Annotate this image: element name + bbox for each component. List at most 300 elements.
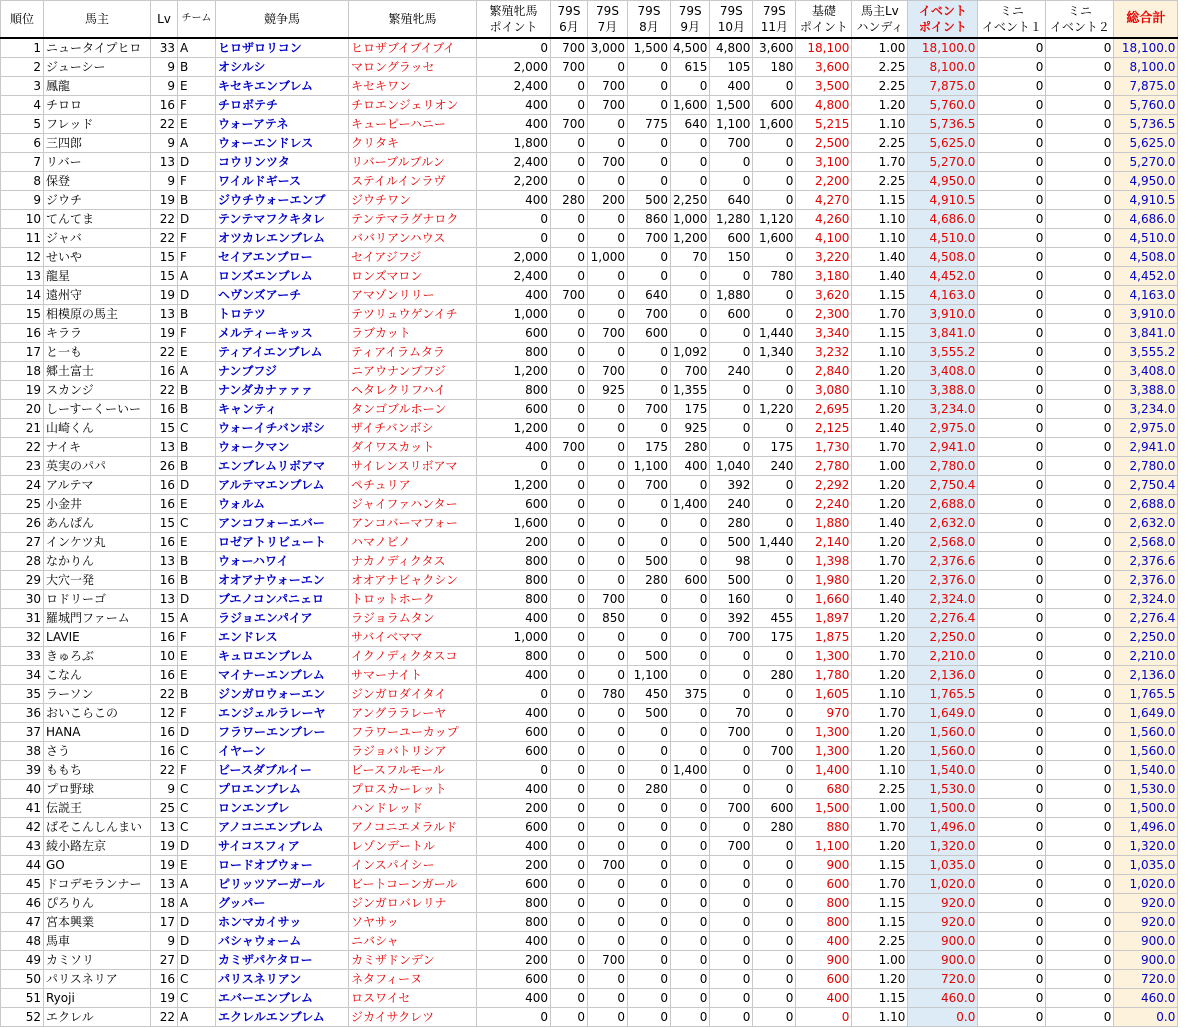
- m11-cell: 0: [753, 970, 796, 989]
- base-points-cell: 3,340: [796, 324, 852, 343]
- base-points-cell: 1,980: [796, 571, 852, 590]
- m10-cell: 0: [710, 818, 753, 837]
- owner-cell: 鳳龍: [44, 77, 151, 96]
- header-sire-points-line1: 繁殖牝馬: [489, 4, 538, 18]
- handicap-cell: 1.40: [852, 590, 908, 609]
- lv-cell: 22: [151, 1008, 178, 1027]
- m9-cell: 1,200: [671, 229, 710, 248]
- m9-cell: 0: [671, 894, 710, 913]
- m11-cell: 0: [753, 153, 796, 172]
- horse-cell: パリスネリアン: [216, 970, 349, 989]
- m7-cell: 700: [588, 324, 628, 343]
- base-points-cell: 2,125: [796, 419, 852, 438]
- m11-cell: 0: [753, 780, 796, 799]
- team-cell: D: [178, 837, 216, 856]
- sire-points-cell: 800: [477, 571, 551, 590]
- total-cell: 4,508.0: [1114, 248, 1178, 267]
- table-row: [1, 1008, 1178, 1027]
- owner-cell: 相模原の馬主: [44, 305, 151, 324]
- table-row: [1, 324, 1178, 343]
- sire-cell: ヒロザブイブイブイ: [349, 38, 477, 58]
- m7-cell: 925: [588, 381, 628, 400]
- team-cell: F: [178, 761, 216, 780]
- event-points-cell: 0.0: [908, 1008, 978, 1027]
- m11-cell: 0: [753, 552, 796, 571]
- team-cell: D: [178, 932, 216, 951]
- m7-cell: 700: [588, 590, 628, 609]
- m8-cell: 0: [628, 799, 671, 818]
- m9-cell: 0: [671, 286, 710, 305]
- owner-cell: HANA: [44, 723, 151, 742]
- rank-cell: 29: [1, 571, 44, 590]
- handicap-cell: 1.15: [852, 191, 908, 210]
- m7-cell: 0: [588, 628, 628, 647]
- mini-event2-cell: 0: [1046, 666, 1114, 685]
- header-event: [908, 1, 978, 39]
- sire-cell: ナカノディクタス: [349, 552, 477, 571]
- m8-cell: 0: [628, 267, 671, 286]
- lv-cell: 22: [151, 343, 178, 362]
- total-cell: 920.0: [1114, 894, 1178, 913]
- header-horse: 競争馬: [216, 1, 349, 39]
- m10-cell: 0: [710, 666, 753, 685]
- rank-cell: 21: [1, 419, 44, 438]
- sire-points-cell: 0: [477, 761, 551, 780]
- total-cell: 7,875.0: [1114, 77, 1178, 96]
- lv-cell: 16: [151, 476, 178, 495]
- table-row: [1, 210, 1178, 229]
- mini-event1-cell: 0: [978, 761, 1046, 780]
- m6-cell: 0: [551, 856, 588, 875]
- horse-cell: エクレルエンブレム: [216, 1008, 349, 1027]
- m6-cell: 700: [551, 38, 588, 58]
- handicap-cell: 1.10: [852, 685, 908, 704]
- mini-event1-cell: 0: [978, 324, 1046, 343]
- lv-cell: 13: [151, 552, 178, 571]
- total-cell: 4,686.0: [1114, 210, 1178, 229]
- m10-cell: 1,500: [710, 96, 753, 115]
- m6-cell: 0: [551, 571, 588, 590]
- m10-cell: 0: [710, 153, 753, 172]
- m8-cell: 0: [628, 77, 671, 96]
- event-points-cell: 4,950.0: [908, 172, 978, 191]
- horse-cell: ロンエンブレ: [216, 799, 349, 818]
- handicap-cell: 1.20: [852, 723, 908, 742]
- m6-cell: 0: [551, 533, 588, 552]
- handicap-cell: 1.20: [852, 533, 908, 552]
- m6-cell: 0: [551, 685, 588, 704]
- mini-event2-cell: 0: [1046, 704, 1114, 723]
- m6-cell: 0: [551, 305, 588, 324]
- rank-cell: 18: [1, 362, 44, 381]
- mini-event2-cell: 0: [1046, 723, 1114, 742]
- event-points-cell: 3,408.0: [908, 362, 978, 381]
- mini-event1-cell: 0: [978, 343, 1046, 362]
- m11-cell: 0: [753, 704, 796, 723]
- handicap-cell: 2.25: [852, 932, 908, 951]
- team-cell: E: [178, 666, 216, 685]
- m11-cell: 0: [753, 989, 796, 1008]
- table-row: [1, 400, 1178, 419]
- owner-cell: と一も: [44, 343, 151, 362]
- handicap-cell: 1.70: [852, 438, 908, 457]
- m9-cell: 0: [671, 134, 710, 153]
- team-cell: F: [178, 704, 216, 723]
- base-points-cell: 2,140: [796, 533, 852, 552]
- base-points-cell: 4,270: [796, 191, 852, 210]
- sire-points-cell: 400: [477, 191, 551, 210]
- mini-event2-cell: 0: [1046, 818, 1114, 837]
- team-cell: D: [178, 476, 216, 495]
- total-cell: 8,100.0: [1114, 58, 1178, 77]
- horse-cell: ホンマカイサッ: [216, 913, 349, 932]
- handicap-cell: 1.40: [852, 248, 908, 267]
- m10-cell: 0: [710, 324, 753, 343]
- sire-cell: チロエンジェリオン: [349, 96, 477, 115]
- lv-cell: 10: [151, 647, 178, 666]
- m9-cell: 0: [671, 476, 710, 495]
- m6-cell: 0: [551, 134, 588, 153]
- m9-cell: 0: [671, 818, 710, 837]
- m11-cell: 280: [753, 818, 796, 837]
- horse-cell: オツカレエンブレム: [216, 229, 349, 248]
- rank-cell: 31: [1, 609, 44, 628]
- m9-cell: 0: [671, 799, 710, 818]
- sire-cell: レゾンデートル: [349, 837, 477, 856]
- mini-event1-cell: 0: [978, 894, 1046, 913]
- mini-event2-cell: 0: [1046, 495, 1114, 514]
- base-points-cell: 0: [796, 1008, 852, 1027]
- event-points-cell: 3,910.0: [908, 305, 978, 324]
- m7-cell: 0: [588, 875, 628, 894]
- mini-event1-cell: 0: [978, 495, 1046, 514]
- table-row: [1, 856, 1178, 875]
- event-points-cell: 2,780.0: [908, 457, 978, 476]
- mini-event1-cell: 0: [978, 58, 1046, 77]
- handicap-cell: 1.20: [852, 628, 908, 647]
- table-row: [1, 552, 1178, 571]
- base-points-cell: 900: [796, 951, 852, 970]
- m11-cell: 1,600: [753, 115, 796, 134]
- sire-cell: テンテマラグナロク: [349, 210, 477, 229]
- m11-cell: 0: [753, 476, 796, 495]
- table-row: [1, 381, 1178, 400]
- horse-cell: オオアナウォーエン: [216, 571, 349, 590]
- horse-cell: ロードオブウォー: [216, 856, 349, 875]
- m8-cell: 0: [628, 932, 671, 951]
- handicap-cell: 1.20: [852, 362, 908, 381]
- header-event-line2: ポイント: [918, 20, 967, 34]
- mini-event1-cell: 0: [978, 723, 1046, 742]
- event-points-cell: 18,100.0: [908, 38, 978, 58]
- handicap-cell: 1.70: [852, 704, 908, 723]
- sire-cell: ロンズマロン: [349, 267, 477, 286]
- m7-cell: 0: [588, 666, 628, 685]
- sire-cell: サマーナイト: [349, 666, 477, 685]
- handicap-cell: 1.10: [852, 1008, 908, 1027]
- sire-points-cell: 1,200: [477, 476, 551, 495]
- rank-cell: 19: [1, 381, 44, 400]
- m9-cell: 0: [671, 913, 710, 932]
- m8-cell: 0: [628, 628, 671, 647]
- sire-cell: タンゴブルホーン: [349, 400, 477, 419]
- team-cell: D: [178, 210, 216, 229]
- event-points-cell: 5,270.0: [908, 153, 978, 172]
- m7-cell: 0: [588, 210, 628, 229]
- m8-cell: 0: [628, 837, 671, 856]
- table-row: [1, 267, 1178, 286]
- lv-cell: 16: [151, 362, 178, 381]
- owner-cell: ももち: [44, 761, 151, 780]
- m6-cell: 0: [551, 248, 588, 267]
- m11-cell: 700: [753, 742, 796, 761]
- event-points-cell: 920.0: [908, 913, 978, 932]
- total-cell: 2,210.0: [1114, 647, 1178, 666]
- m10-cell: 1,100: [710, 115, 753, 134]
- m6-cell: 0: [551, 514, 588, 533]
- header-total: 総合計: [1114, 1, 1178, 39]
- team-cell: D: [178, 153, 216, 172]
- lv-cell: 19: [151, 324, 178, 343]
- sire-points-cell: 800: [477, 552, 551, 571]
- m6-cell: 0: [551, 799, 588, 818]
- team-cell: F: [178, 96, 216, 115]
- m10-cell: 600: [710, 229, 753, 248]
- event-points-cell: 5,625.0: [908, 134, 978, 153]
- base-points-cell: 880: [796, 818, 852, 837]
- horse-cell: ヒロザロリコン: [216, 38, 349, 58]
- table-row: [1, 495, 1178, 514]
- m8-cell: 0: [628, 362, 671, 381]
- owner-cell: 小金井: [44, 495, 151, 514]
- total-cell: 1,540.0: [1114, 761, 1178, 780]
- mini-event2-cell: 0: [1046, 324, 1114, 343]
- m10-cell: 105: [710, 58, 753, 77]
- mini-event1-cell: 0: [978, 932, 1046, 951]
- table-row: [1, 913, 1178, 932]
- m11-cell: 0: [753, 172, 796, 191]
- m9-cell: 0: [671, 324, 710, 343]
- table-row: [1, 894, 1178, 913]
- mini-event1-cell: 0: [978, 666, 1046, 685]
- event-points-cell: 2,632.0: [908, 514, 978, 533]
- team-cell: B: [178, 438, 216, 457]
- m6-cell: 0: [551, 647, 588, 666]
- m8-cell: 0: [628, 970, 671, 989]
- m10-cell: 1,040: [710, 457, 753, 476]
- mini-event1-cell: 0: [978, 286, 1046, 305]
- owner-cell: 保登: [44, 172, 151, 191]
- event-points-cell: 3,555.2: [908, 343, 978, 362]
- event-points-cell: 1,020.0: [908, 875, 978, 894]
- owner-cell: こなん: [44, 666, 151, 685]
- m8-cell: 500: [628, 552, 671, 571]
- m8-cell: 0: [628, 875, 671, 894]
- mini-event1-cell: 0: [978, 248, 1046, 267]
- total-cell: 1,035.0: [1114, 856, 1178, 875]
- sire-points-cell: 0: [477, 210, 551, 229]
- m11-cell: 1,440: [753, 533, 796, 552]
- m8-cell: 0: [628, 533, 671, 552]
- mini-event2-cell: 0: [1046, 628, 1114, 647]
- m9-cell: 0: [671, 837, 710, 856]
- header-m10: [710, 1, 753, 39]
- horse-cell: ブエノコンパニェロ: [216, 590, 349, 609]
- sire-points-cell: 400: [477, 438, 551, 457]
- handicap-cell: 1.70: [852, 305, 908, 324]
- m6-cell: 0: [551, 628, 588, 647]
- m10-cell: 0: [710, 970, 753, 989]
- horse-cell: メルティーキッス: [216, 324, 349, 343]
- handicap-cell: 1.20: [852, 400, 908, 419]
- header-row: [1, 1, 1178, 39]
- team-cell: D: [178, 951, 216, 970]
- header-m6-line2: 6月: [559, 20, 579, 34]
- sire-points-cell: 600: [477, 818, 551, 837]
- sire-points-cell: 800: [477, 913, 551, 932]
- total-cell: 2,941.0: [1114, 438, 1178, 457]
- mini-event2-cell: 0: [1046, 932, 1114, 951]
- handicap-cell: 1.00: [852, 457, 908, 476]
- lv-cell: 19: [151, 856, 178, 875]
- m9-cell: 0: [671, 552, 710, 571]
- m10-cell: 700: [710, 628, 753, 647]
- m8-cell: 0: [628, 134, 671, 153]
- horse-cell: マイナーエンブレム: [216, 666, 349, 685]
- m6-cell: 0: [551, 666, 588, 685]
- event-points-cell: 5,736.5: [908, 115, 978, 134]
- rank-cell: 1: [1, 38, 44, 58]
- sire-points-cell: 200: [477, 799, 551, 818]
- lv-cell: 17: [151, 913, 178, 932]
- horse-cell: カミザパケタロー: [216, 951, 349, 970]
- table-row: [1, 38, 1178, 58]
- base-points-cell: 2,840: [796, 362, 852, 381]
- m7-cell: 0: [588, 552, 628, 571]
- table-row: [1, 609, 1178, 628]
- header-m8-line2: 8月: [639, 20, 659, 34]
- table-row: [1, 438, 1178, 457]
- horse-cell: アルテマエンブレム: [216, 476, 349, 495]
- rank-cell: 4: [1, 96, 44, 115]
- m6-cell: 0: [551, 837, 588, 856]
- sire-points-cell: 400: [477, 609, 551, 628]
- base-points-cell: 5,215: [796, 115, 852, 134]
- header-mini2-line2: イベント２: [1049, 20, 1110, 34]
- rank-cell: 25: [1, 495, 44, 514]
- m6-cell: 0: [551, 1008, 588, 1027]
- m9-cell: 700: [671, 362, 710, 381]
- team-cell: B: [178, 305, 216, 324]
- team-cell: B: [178, 457, 216, 476]
- m7-cell: 700: [588, 153, 628, 172]
- m6-cell: 0: [551, 324, 588, 343]
- table-row: [1, 970, 1178, 989]
- mini-event2-cell: 0: [1046, 362, 1114, 381]
- rank-cell: 22: [1, 438, 44, 457]
- header-base-line2: ポイント: [799, 20, 848, 34]
- owner-cell: ニュータイプヒロ: [44, 38, 151, 58]
- team-cell: C: [178, 742, 216, 761]
- team-cell: C: [178, 818, 216, 837]
- event-points-cell: 2,941.0: [908, 438, 978, 457]
- total-cell: 2,750.4: [1114, 476, 1178, 495]
- m8-cell: 0: [628, 609, 671, 628]
- m6-cell: 700: [551, 286, 588, 305]
- lv-cell: 13: [151, 818, 178, 837]
- m9-cell: 0: [671, 647, 710, 666]
- horse-cell: ナンブフジ: [216, 362, 349, 381]
- table-row: [1, 742, 1178, 761]
- m6-cell: 0: [551, 894, 588, 913]
- m9-cell: 4,500: [671, 38, 710, 58]
- m9-cell: 400: [671, 457, 710, 476]
- base-points-cell: 1,660: [796, 590, 852, 609]
- owner-cell: さう: [44, 742, 151, 761]
- table-row: [1, 875, 1178, 894]
- mini-event2-cell: 0: [1046, 989, 1114, 1008]
- m10-cell: 700: [710, 134, 753, 153]
- m10-cell: 0: [710, 932, 753, 951]
- total-cell: 900.0: [1114, 932, 1178, 951]
- owner-cell: なかりん: [44, 552, 151, 571]
- m11-cell: 0: [753, 875, 796, 894]
- table-row: [1, 780, 1178, 799]
- sire-points-cell: 400: [477, 780, 551, 799]
- total-cell: 2,376.0: [1114, 571, 1178, 590]
- m9-cell: 0: [671, 628, 710, 647]
- total-cell: 1,500.0: [1114, 799, 1178, 818]
- base-points-cell: 1,100: [796, 837, 852, 856]
- owner-cell: 馬車: [44, 932, 151, 951]
- handicap-cell: 1.20: [852, 96, 908, 115]
- header-base-line1: 基礎: [811, 4, 836, 18]
- team-cell: D: [178, 723, 216, 742]
- base-points-cell: 600: [796, 970, 852, 989]
- m6-cell: 0: [551, 419, 588, 438]
- sire-cell: プロスカーレット: [349, 780, 477, 799]
- m7-cell: 0: [588, 172, 628, 191]
- rank-cell: 23: [1, 457, 44, 476]
- event-points-cell: 1,496.0: [908, 818, 978, 837]
- team-cell: C: [178, 514, 216, 533]
- table-row: [1, 951, 1178, 970]
- m11-cell: 0: [753, 362, 796, 381]
- m10-cell: 1,880: [710, 286, 753, 305]
- sire-cell: ビートコーンガール: [349, 875, 477, 894]
- horse-cell: サイコスフィア: [216, 837, 349, 856]
- sire-points-cell: 400: [477, 286, 551, 305]
- mini-event1-cell: 0: [978, 533, 1046, 552]
- sire-cell: ステイルインラヴ: [349, 172, 477, 191]
- team-cell: B: [178, 191, 216, 210]
- lv-cell: 9: [151, 77, 178, 96]
- rank-cell: 26: [1, 514, 44, 533]
- mini-event2-cell: 0: [1046, 685, 1114, 704]
- m10-cell: 392: [710, 476, 753, 495]
- m10-cell: 0: [710, 647, 753, 666]
- team-cell: C: [178, 780, 216, 799]
- handicap-cell: 1.15: [852, 856, 908, 875]
- table-row: [1, 989, 1178, 1008]
- handicap-cell: 2.25: [852, 780, 908, 799]
- m7-cell: 0: [588, 343, 628, 362]
- m9-cell: 0: [671, 1008, 710, 1027]
- sire-points-cell: 400: [477, 932, 551, 951]
- horse-cell: イヤーン: [216, 742, 349, 761]
- header-lv: Lv: [151, 1, 178, 39]
- table-row: [1, 818, 1178, 837]
